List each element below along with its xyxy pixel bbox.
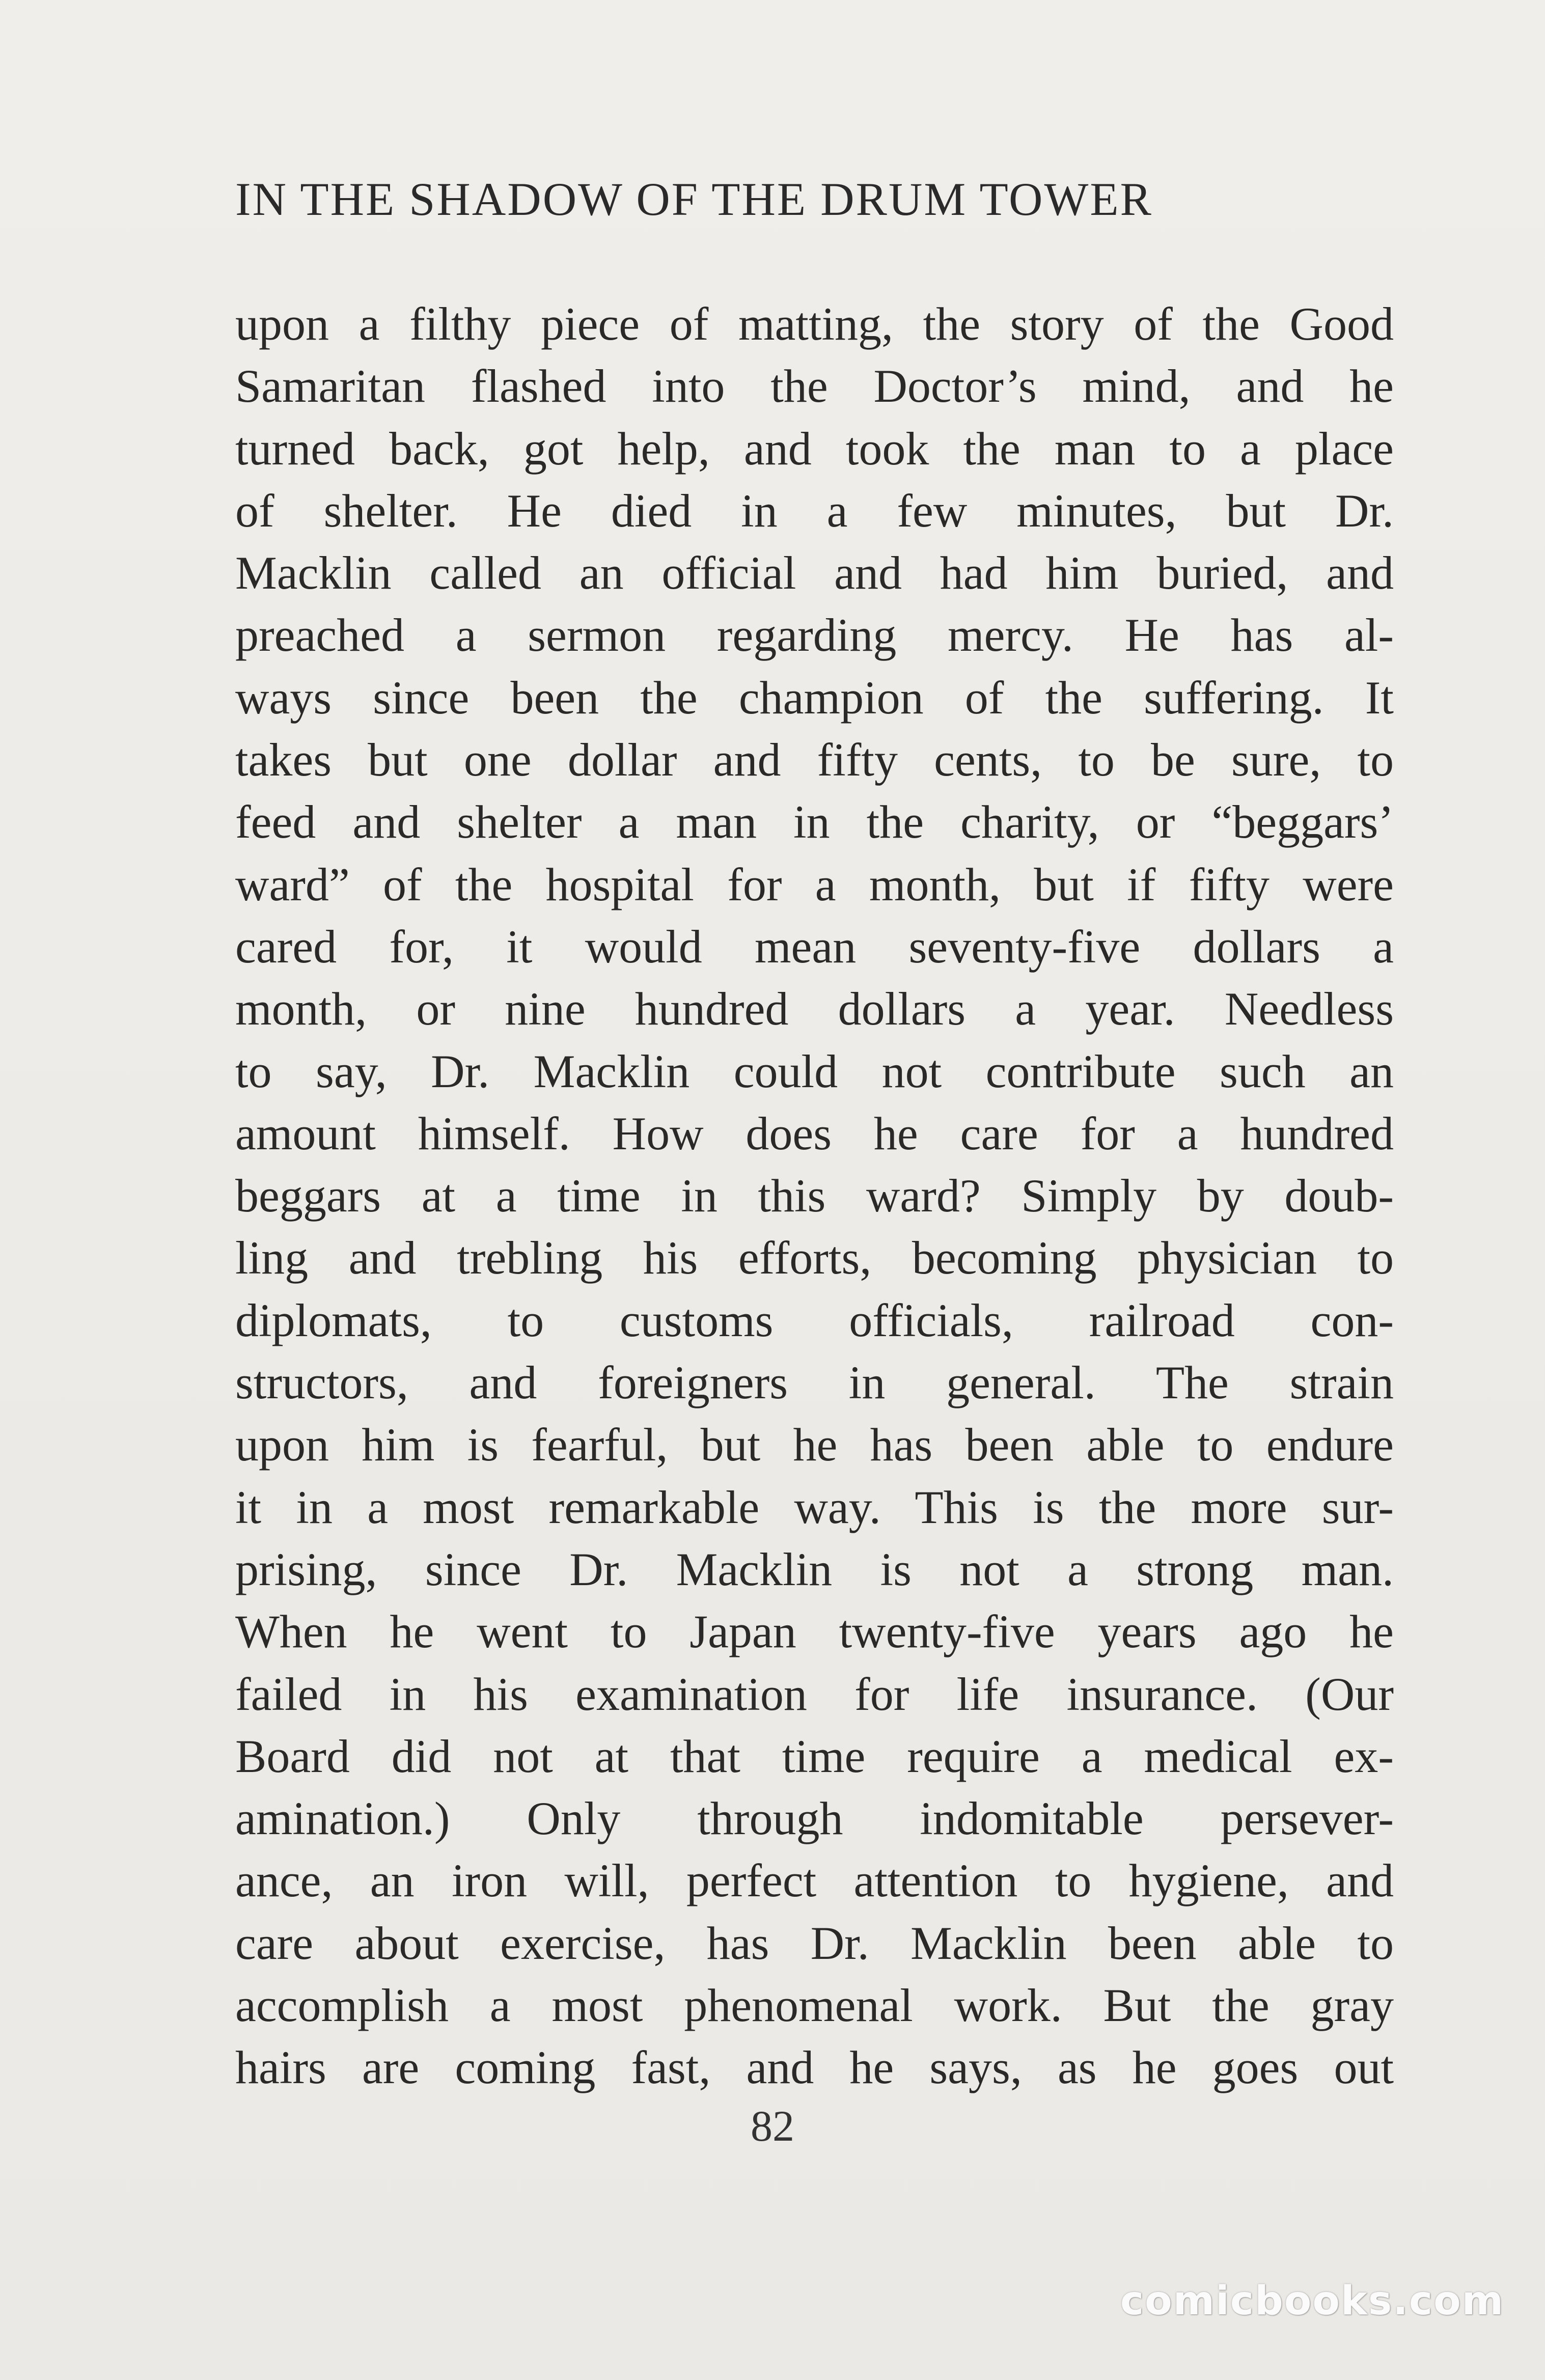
- text-line: preached a sermon regarding mercy. He has al-: [235, 609, 1394, 661]
- text-line: failed in his examination for life insurance. (Our: [235, 1668, 1394, 1720]
- text-line: accomplish a most phenomenal work. But the gray: [235, 1979, 1394, 2032]
- watermark: comicbooks.com: [1120, 2278, 1504, 2324]
- text-line: amount himself. How does he care for a hundred: [235, 1107, 1394, 1159]
- text-line: amination.) Only through indomitable persever-: [235, 1792, 1394, 1845]
- text-line: Macklin called an official and had him buried, and: [235, 547, 1394, 599]
- text-line: ways since been the champion of the suffering. It: [235, 671, 1394, 724]
- text-line: beggars at a time in this ward? Simply by doub-: [235, 1170, 1394, 1222]
- text-line: When he went to Japan twenty-five years ago he: [235, 1606, 1394, 1658]
- text-line: it in a most remarkable way. This is the more sur-: [235, 1481, 1394, 1533]
- text-line: hairs are coming fast, and he says, as he goes out: [235, 2041, 1394, 2094]
- text-line: ward” of the hospital for a month, but if fifty were: [235, 858, 1394, 910]
- text-line: structors, and foreigners in general. The strain: [235, 1357, 1394, 1409]
- text-line: of shelter. He died in a few minutes, but Dr.: [235, 484, 1394, 537]
- text-line: takes but one dollar and fifty cents, to be sure, to: [235, 734, 1394, 786]
- text-line: month, or nine hundred dollars a year. Needless: [235, 983, 1394, 1035]
- text-line: diplomats, to customs officials, railroad con-: [235, 1294, 1394, 1346]
- text-line: prising, since Dr. Macklin is not a strong man.: [235, 1543, 1394, 1595]
- text-line: care about exercise, has Dr. Macklin been able to: [235, 1917, 1394, 1969]
- text-line: feed and shelter a man in the charity, or “beggars’: [235, 796, 1394, 848]
- text-line: Board did not at that time require a medical ex-: [235, 1730, 1394, 1782]
- text-line: upon him is fearful, but he has been able to endure: [235, 1419, 1394, 1471]
- text-line: turned back, got help, and took the man to a place: [235, 422, 1394, 475]
- running-title: IN THE SHADOW OF THE DRUM TOWER: [235, 173, 1153, 225]
- page-number: 82: [751, 2101, 794, 2150]
- text-line: cared for, it would mean seventy-five dollars a: [235, 920, 1394, 973]
- text-line: ling and trebling his efforts, becoming physician to: [235, 1232, 1394, 1284]
- body-text: [235, 293, 1394, 2099]
- text-line: Samaritan flashed into the Doctor’s mind, and he: [235, 360, 1394, 412]
- text-line: ance, an iron will, perfect attention to hygiene, and: [235, 1855, 1394, 1907]
- text-line: upon a filthy piece of matting, the story of the Good: [235, 298, 1394, 350]
- text-line: to say, Dr. Macklin could not contribute such an: [235, 1045, 1394, 1097]
